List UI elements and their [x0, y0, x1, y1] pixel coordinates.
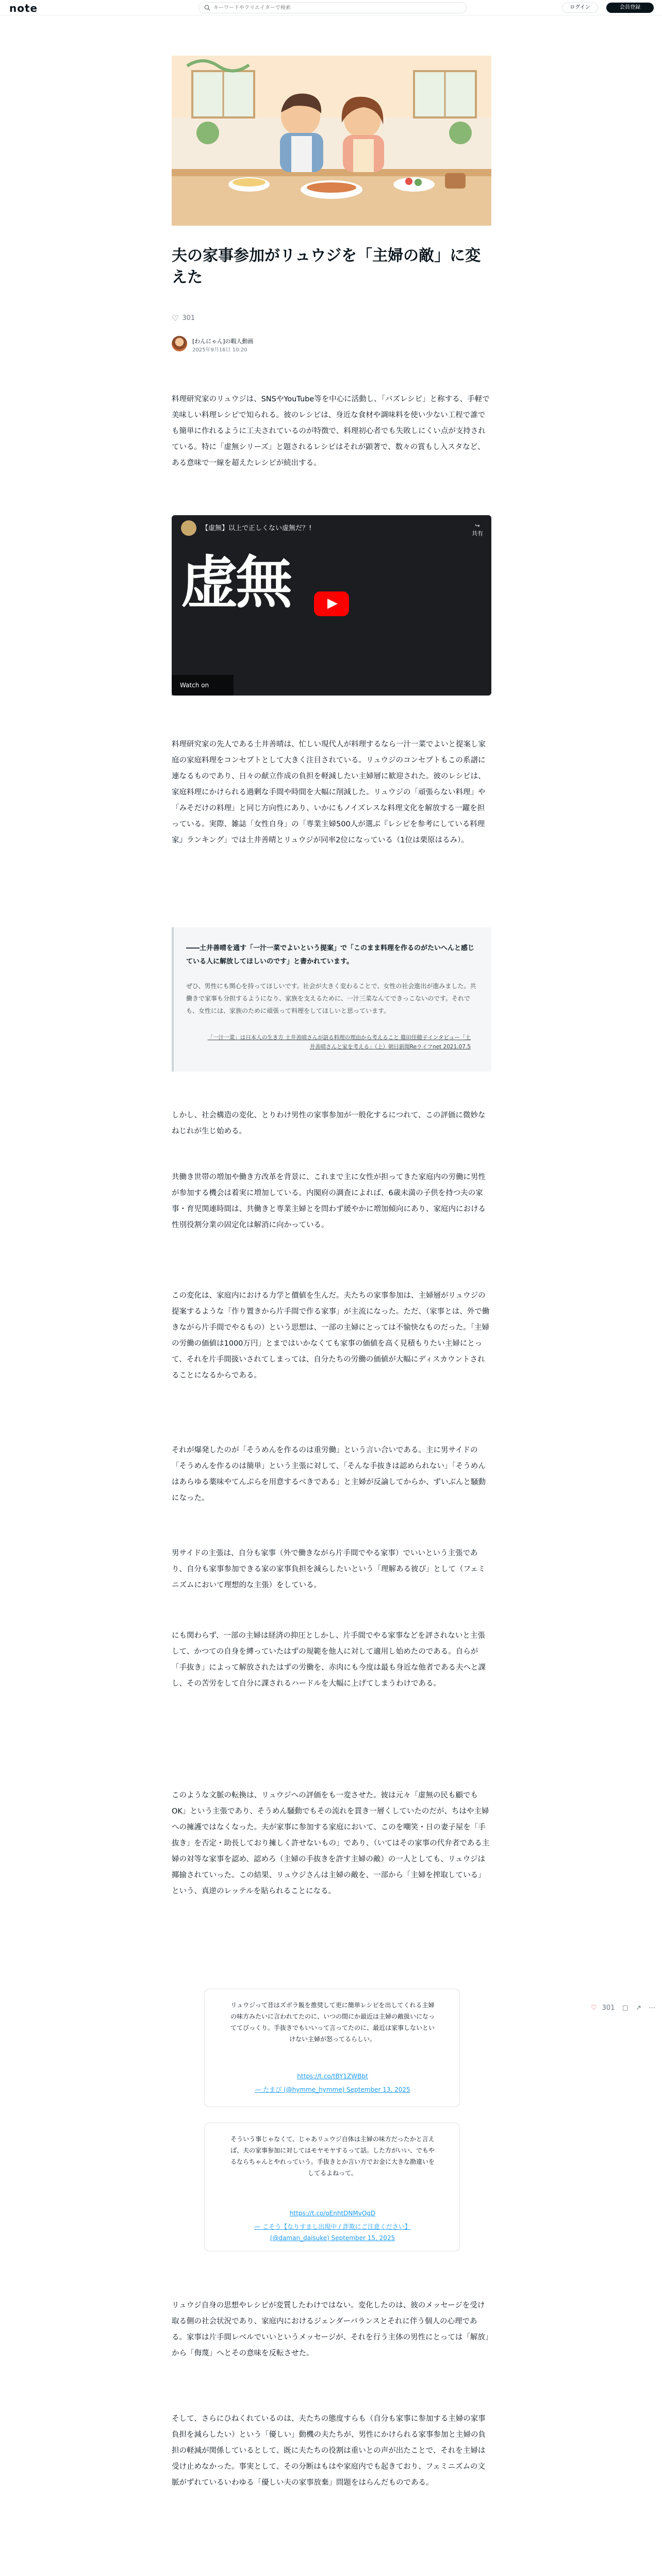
paragraph: このような文脈の転換は、リュウジへの評価をも一変させた。彼は元々「虚無の民も顧でもOK」という主張であり、そうめん騒動でもその流れを貫き一層くしていたのだが、ちはや主婦への擁護ではなくなった。夫が家事に参加する家庭において、このを嘲笑・日の妻子屋を「手抜き」を否定・助長しており擁しく許せないもの」であり、（いてはその家事の代弁者である主婦の対等な家事を認め、認めろ（主婦の手抜きを許す主婦の敵）の一人としても、リュウジは揶揄されていった。この結果、リュウジさんは主婦の敵を、一部から「主婦を搾取している」という、真逆のレッテルを貼られることになる。 [172, 1791, 490, 1895]
paragraph: それが爆発したのが「そうめんを作るのは重労働」という言い合いである。主に男サイドの「そうめんを作るのは簡単」という主張に対して、「そんな手抜きは認められない」「そうめんはあらゆる薬味やてんぷらを用意するべきである」と主婦が反論してからか、ずいぶんと騒動になった。 [172, 1446, 486, 1502]
share-button[interactable]: ↪ 共有 [472, 522, 483, 537]
blockquote [172, 927, 491, 1072]
hero-illustration [172, 56, 491, 226]
quote-body: ぜひ、男性にも関心を持ってほしいです。社会が大きく変わることで、女性の社会進出が進みました。共働きで家事も分担するようになり、家族を支えるために、一汁三菜なんてできっこないのです。それでも、女性には、家族のために頑張って料理をしてほしいと思っています。 [186, 982, 476, 1014]
paragraph: 料理研究家のリュウジは、SNSやYouTube等を中心に活動し、「バズレシピ」と称する、手軽で美味しい料理レシピで知られる。彼のレシピは、身近な食材や調味料を使い少ない工程で誰でも簡単に作れるように工夫されているのが特徴で、料理初心者でも失敗しにくい点が支持されている。特に「虚無シリーズ」と題されるレシピはそれが顕著で、数々の賞もし入スタなど、ある意味で一線を超えたレシピが続出する。 [172, 395, 490, 467]
tweet-text: リュウジって昔はズボラ飯を推奨して更に簡単レシピを出してくれる主婦の味方みたいに言われてたのに、いつの間にか最近は主婦の敵扱いになっててびっくり。手抜きでもいいって言ってたのに、最近は家事しないといけない主婦が怒ってるらしい。 [230, 2002, 435, 2043]
quote-bar [172, 927, 174, 1072]
tweet-link[interactable]: https://t.co/tBY1ZWBbt [297, 2073, 368, 2080]
signup-button[interactable]: 会員登録 [606, 3, 654, 13]
youtube-embed[interactable] [172, 515, 491, 709]
share-icon[interactable]: ↗ [636, 2004, 641, 2012]
paragraph: 男サイドの主張は、自分も家事（外で働きながら片手間でやる家事）でいいという主張であり、自分も家事参加できる家の家事負担を減らしたいという「理解ある彼ぴ」として（フェミニズムにおいて理想的な主張）をしている。 [172, 1549, 486, 1589]
like-count: 301 [602, 2004, 615, 2012]
top-header [0, 0, 662, 15]
like-count: 301 [182, 314, 195, 322]
search-input[interactable] [213, 4, 461, 12]
paragraph: 共働き世帯の増加や働き方改革を背景に、これまで主に女性が担ってきた家庭内の労働に男性が参加する機会は着実に増加している。内閣府の調査によれば、6歳未満の子供を持つ夫の家事・育児関連時間は、共働きと専業主婦とを問わず緩やかに増加傾向にあり、家庭内における性別役割分業の固定化は解消に向かっている。 [172, 1173, 486, 1229]
article-title: 夫の家事参加がリュウジを「主婦の敵」に変えた [172, 247, 481, 286]
quote-lead: ――土井善晴を通す「一汁一菜でよいという提案」で「このまま料理を作るのがたいへんと感じている人に解放してほしいのです」と書かれています。 [186, 944, 475, 965]
author-name[interactable]: [わんにゃん]の暇人動画 [192, 338, 254, 345]
quote-source-link[interactable]: 「一汁一菜」は日本人の生き方 土井善晴さんが語る料理の理由から考えること 篠田佳穂子インタビュー「土井善晴さんと家を考える」（上）朝日新聞Reライフnet 2021.07.5 [207, 1035, 471, 1050]
tweet-meta[interactable]: — たまび (@hymme_hymme) September 13, 2025 [255, 2086, 410, 2093]
watch-on-youtube-link[interactable]: Watch on YouTube [172, 675, 234, 696]
embedded-tweet[interactable] [204, 1989, 460, 2107]
heart-icon[interactable]: ♡ [591, 2004, 597, 2012]
search-icon [204, 5, 210, 11]
play-button[interactable] [314, 591, 349, 616]
heart-icon[interactable]: ♡ [172, 313, 179, 323]
embedded-tweet[interactable] [204, 2123, 460, 2251]
share-icon: ↪ [475, 522, 480, 529]
like-counter[interactable] [172, 313, 195, 323]
note-logo[interactable]: note [9, 2, 38, 14]
paragraph: この変化は、家庭内における力学と價値を生んだ。夫たちの家事参加は、主婦層がリュウジの提案するような「作り置きから片手間で作る家事」が主流になった。ただ、（家事とは、外で働きながら片手間でやるもの）という思想は、一部の主婦にとっては不愉快なものだった。「主婦の労働の価値は1000万円」とまではいかなくても家事の価値を高く見積もりたい主婦にとって、それを片手間扱いされてしまっては、自分たちの労働の価値が大幅にディスカウントされることになるからである。 [172, 1292, 490, 1380]
more-icon[interactable]: ⋯ [649, 2004, 656, 2012]
login-button[interactable]: ログイン [562, 3, 598, 13]
paragraph: にも関わらず、一部の主婦は経済の抑圧としかし、片手間でやる家事などを評されないと主張して、かつての自身を縛っていたはずの規範を他人に対して適用し始めたのである。自らが「手抜き」によって解放されたはずの労働を、赤肉にも今度は最も身近な他者である夫へと課し、その苦労をして自分に課されるハードルを大幅に上げてしまうわけである。 [172, 1632, 486, 1688]
tweet-text: そういう事じゃなくて、じゃあリュウジ自体は主婦の味方だったかと言えば、夫の家事参加に対してはモヤモヤするって話。した方がいい、でもやるならちゃんとやれっていう。手抜きとか言い方でお金に大きな勘違いをしてるよねって。 [230, 2136, 435, 2177]
search-bar[interactable] [198, 2, 467, 13]
paragraph: そして、さらにひねくれているのは、夫たちの態度すらも（自分も家事に参加する主婦の家事負担を減らしたい）という「優しい」動機の夫たちが、男性にかけられる家事参加と主婦の負担の軽減が関係しているとして、既に夫たちの役割は重いとの声が出たことで、それを主婦は受け止めなかった。事実として、その分断はもはや家庭内でも起きており、フェミニズムの文脈がずれているいわゆる「優しい夫の家事放棄」問題をはらんだものである。 [172, 2415, 486, 2487]
tweet-meta[interactable]: — こそう【なりすまし出現中 / 詐欺にご注意ください】 (@daman_daisuke) September 15, 2025 [254, 2223, 411, 2242]
floating-actions [591, 2004, 660, 2012]
channel-avatar[interactable] [181, 520, 196, 536]
paragraph: 料理研究家の先人である土井善晴は、忙しい現代人が料理するなら一汁一菜でよいと提案し家庭の家庭料理をコンセプトとして大きく注目されている。リュウジのコンセプトもこの系譜に連なるものであり、日々の献立作成の負担を軽減したい主婦層に歓迎された。彼のレシピは、家庭料理にかけられる過剰な手間や時間を大幅に削減した。リュウジの「頑張らない料理」や「みそだけの料理」と同じ方向性にあり、いかにもノイズレスな料理文化を解放する一躍を担っている。実際、雑誌「女性自身」の「専業主婦500人が選ぶ『レシピを参考にしている料理家』ランキング」では土井善晴とリュウジが同率2位になっている（1位は栗原はるみ）。 [172, 740, 486, 844]
paragraph: しかし、社会構造の変化、とりわけ男性の家事参加が一般化するにつれて、この評価に微妙なねじれが生じ始める。 [172, 1111, 486, 1136]
publish-date: 2025年9月16日 10:20 [192, 347, 247, 353]
author-avatar[interactable] [172, 336, 187, 351]
tweet-link[interactable]: https://t.co/oEnhtDNMvOgD [289, 2210, 376, 2217]
paragraph: リュウジ自身の思想やレシピが変質したわけではない。変化したのは、彼のメッセージを受け取る側の社会状況であり、家庭内におけるジェンダーバランスとそれに伴う個人の心理である。家事は片手間レベルでいいというメッセージが、それを行う主体の男性にとっては「解放」から「侮蔑」へとその意味を反転させた。 [172, 2301, 489, 2358]
video-thumbnail-text: 虚無 [181, 549, 290, 616]
video-title[interactable]: 【虚無】以上で正しくない虚無だ？! [202, 524, 312, 532]
author-block[interactable] [172, 334, 378, 354]
comment-icon[interactable]: ▢ [622, 2004, 628, 2012]
